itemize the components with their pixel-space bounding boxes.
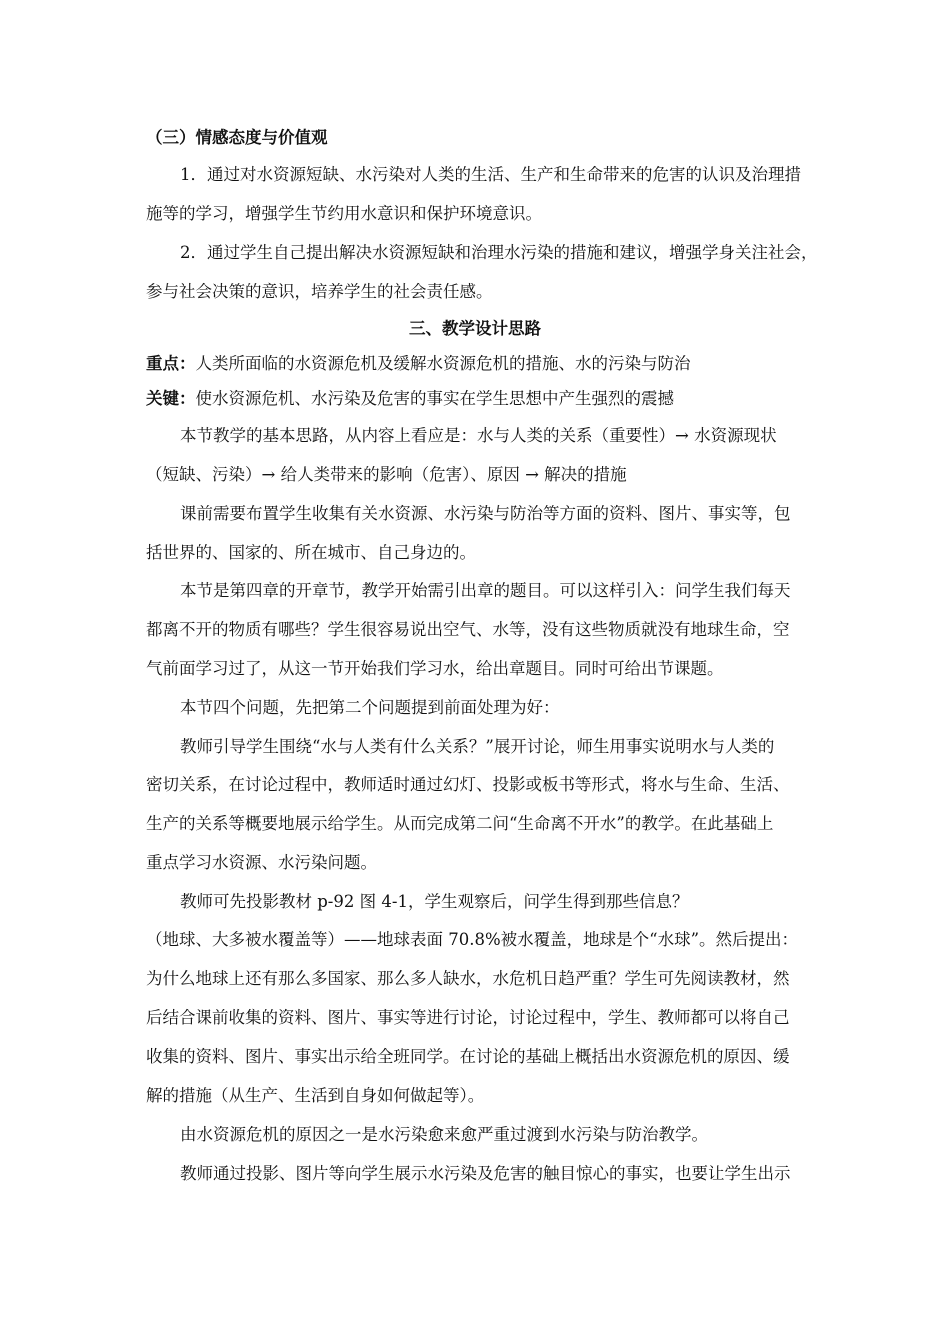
paragraph-line: 解的措施（从生产、生活到自身如何做起等）。 bbox=[146, 1086, 485, 1105]
paragraph-line: 2．通过学生自己提出解决水资源短缺和治理水污染的措施和建议，增强学身关注社会， bbox=[180, 243, 818, 262]
key-point-label: 重点： bbox=[146, 354, 196, 373]
paragraph-line: 生产的关系等概要地展示给学生。从而完成第二问“生命离不开水”的教学。在此基础上 bbox=[146, 814, 774, 833]
section-title: 三、教学设计思路 bbox=[409, 319, 541, 338]
paragraph-line: 气前面学习过了，从这一节开始我们学习水，给出章题目。同时可给出节课题。 bbox=[146, 659, 724, 678]
paragraph-line: 教师可先投影教材 p-92 图 4-1，学生观察后，问学生得到那些信息？ bbox=[180, 892, 689, 911]
paragraph-line: 教师通过投影、图片等向学生展示水污染及危害的触目惊心的事实，也要让学生出示 bbox=[180, 1164, 791, 1183]
paragraph-line: 课前需要布置学生收集有关水资源、水污染与防治等方面的资料、图片、事实等，包 bbox=[180, 504, 791, 523]
paragraph-line: 收集的资料、图片、事实出示给全班同学。在讨论的基础上概括出水资源危机的原因、缓 bbox=[146, 1047, 790, 1066]
paragraph-line: 参与社会决策的意识，培养学生的社会责任感。 bbox=[146, 282, 493, 301]
paragraph-line: 重点学习水资源、水污染问题。 bbox=[146, 853, 377, 872]
key-point-line bbox=[146, 353, 691, 375]
paragraph-line: 本节是第四章的开章节，教学开始需引出章的题目。可以这样引入：问学生我们每天 bbox=[180, 581, 791, 600]
crux-line bbox=[146, 388, 674, 410]
paragraph-line: 后结合课前收集的资料、图片、事实等进行讨论，讨论过程中，学生、教师都可以将自己 bbox=[146, 1008, 790, 1027]
paragraph-line: 本节四个问题，先把第二个问题提到前面处理为好： bbox=[180, 698, 560, 717]
section-heading: （三）情感态度与价值观 bbox=[146, 128, 328, 147]
paragraph-line: 都离不开的物质有哪些？学生很容易说出空气、水等，没有这些物质就没有地球生命，空 bbox=[146, 620, 790, 639]
paragraph-line: 本节教学的基本思路，从内容上看应是：水与人类的关系（重要性）→ 水资源现状 bbox=[180, 426, 777, 445]
paragraph-line: 密切关系，在讨论过程中，教师适时通过幻灯、投影或板书等形式，将水与生命、生活、 bbox=[146, 775, 790, 794]
paragraph-line: 由水资源危机的原因之一是水污染愈来愈严重过渡到水污染与防治教学。 bbox=[180, 1125, 708, 1144]
paragraph-line: 为什么地球上还有那么多国家、那么多人缺水，水危机日趋严重？学生可先阅读教材，然 bbox=[146, 969, 790, 988]
crux-label: 关键： bbox=[146, 389, 196, 408]
paragraph-line: 括世界的、国家的、所在城市、自己身边的。 bbox=[146, 543, 476, 562]
paragraph-line: 教师引导学生围绕“水与人类有什么关系？”展开讨论，师生用事实说明水与人类的 bbox=[180, 737, 775, 756]
paragraph-line: （短缺、污染）→ 给人类带来的影响（危害）、原因 → 解决的措施 bbox=[146, 465, 627, 484]
paragraph-line: 施等的学习，增强学生节约用水意识和保护环境意识。 bbox=[146, 204, 542, 223]
crux-text: 使水资源危机、水污染及危害的事实在学生思想中产生强烈的震撼 bbox=[195, 389, 674, 408]
paragraph-line: （地球、大多被水覆盖等）——地球表面 70.8%被水覆盖，地球是个“水球”。然后提出： bbox=[146, 930, 799, 949]
paragraph-line: 1．通过对水资源短缺、水污染对人类的生活、生产和生命带来的危害的认识及治理措 bbox=[180, 165, 801, 184]
key-point-text: 人类所面临的水资源危机及缓解水资源危机的措施、水的污染与防治 bbox=[195, 354, 691, 373]
